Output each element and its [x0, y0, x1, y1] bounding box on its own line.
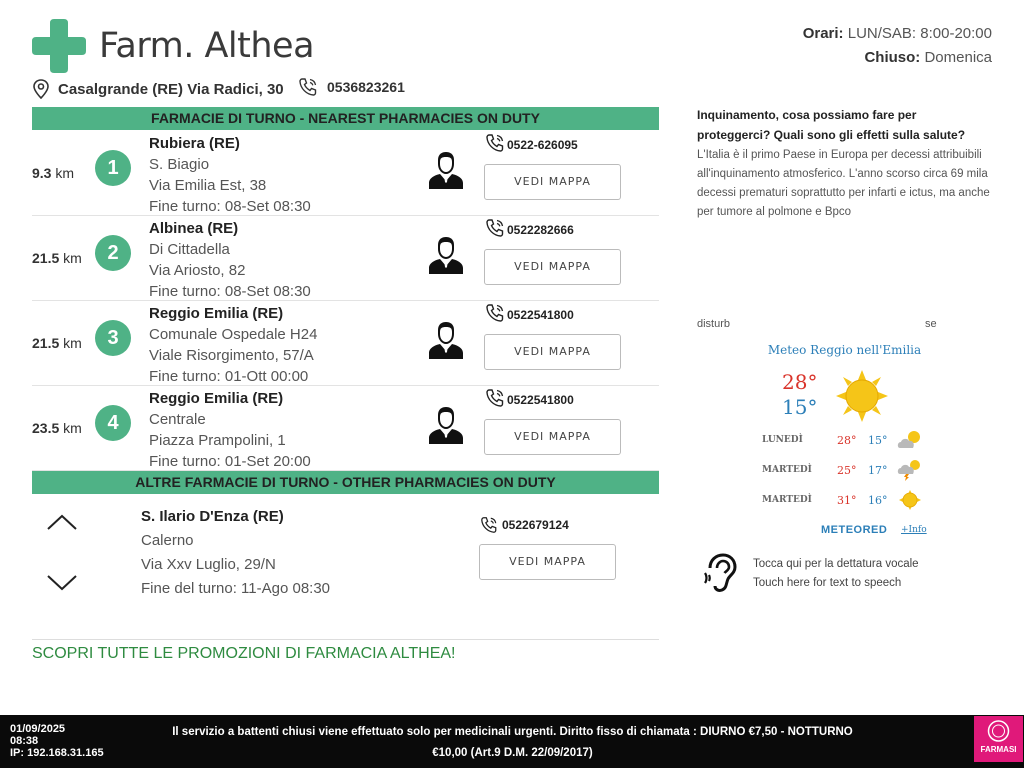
pharmacy-city: Albinea (RE)	[149, 220, 239, 237]
phone-number-text: 0522541800	[507, 308, 574, 322]
forecast-max: 28°	[837, 434, 857, 447]
pharmacy-info	[149, 388, 311, 472]
pharmacy-name: Farm. Althea	[99, 26, 315, 66]
pharmacy-name-text: Di Cittadella	[149, 241, 230, 258]
pharmacy-name-text: S. Biagio	[149, 156, 210, 173]
distance-value: 9.3	[32, 165, 52, 181]
tts-line-english: Touch here for text to speech	[753, 577, 902, 589]
pharmacy-row	[32, 216, 659, 301]
closed-value: Domenica	[924, 49, 992, 66]
distance-value: 23.5	[32, 420, 60, 436]
news-ticker-right: se	[925, 318, 937, 330]
pharmacy-city: Reggio Emilia (RE)	[149, 390, 284, 407]
hours-label: Orari:	[802, 25, 844, 42]
phone-number-text: 0522282666	[507, 223, 574, 237]
scroll-up-arrow-icon[interactable]	[46, 512, 78, 532]
farmasi-badge-text: FARMASI	[980, 745, 1017, 754]
news-headline: Inquinamento, cosa possiamo fare per proteggerci? Quali sono gli effetti sulla salute?	[697, 108, 966, 142]
weather-title[interactable]: Meteo Reggio nell'Emilia	[767, 343, 922, 357]
health-news	[697, 106, 992, 222]
forecast-max: 31°	[837, 494, 857, 507]
pharmacy-street: Via Ariosto, 82	[149, 262, 246, 279]
pharmacy-street: Via Emilia Est, 38	[149, 177, 267, 194]
forecast-day: MARTEDÌ	[762, 495, 812, 505]
forecast-day: MARTEDÌ	[762, 465, 812, 475]
pharmacy-info	[149, 218, 311, 302]
footer-time: 08:38	[10, 735, 39, 747]
footer	[0, 715, 1024, 768]
footer-status	[10, 723, 104, 759]
pharmacy-phone-number	[485, 307, 574, 323]
phone-number-text: 0522541800	[507, 393, 574, 407]
pharmacist-icon	[428, 151, 464, 189]
location-pin-icon	[32, 79, 50, 99]
pharmacy-shift-end: Fine turno: 08-Set 08:30	[149, 198, 311, 215]
footer-date: 01/09/2025	[10, 723, 66, 735]
other-pharmacy-city: S. Ilario D'Enza (RE)	[141, 508, 284, 525]
distance-unit: km	[55, 165, 75, 181]
scroll-down-arrow-icon[interactable]	[46, 573, 78, 593]
pharmacist-icon	[428, 406, 464, 444]
pharmacist-icon	[428, 236, 464, 274]
text-to-speech-prompt[interactable]	[753, 555, 919, 593]
forecast-min: 15°	[868, 434, 888, 447]
meteored-logo[interactable]: METEORED	[821, 524, 888, 536]
distance	[32, 420, 82, 436]
other-pharmacy-name: Calerno	[141, 532, 194, 549]
pharmacy-info	[149, 303, 317, 387]
today-min-temp: 15°	[782, 395, 818, 419]
pharmacy-row	[32, 386, 659, 471]
other-pharmacies-header: ALTRE FARMACIE DI TURNO - OTHER PHARMACIES ON DUTY	[32, 471, 659, 494]
pharmacy-cross-logo	[32, 19, 86, 73]
other-pharmacy-street: Via Xxv Luglio, 29/N	[141, 556, 276, 573]
ear-icon[interactable]	[703, 553, 741, 593]
sun-icon	[836, 370, 888, 422]
pharmacy-shift-end: Fine turno: 08-Set 08:30	[149, 283, 311, 300]
view-map-button[interactable]: VEDI MAPPA	[484, 249, 621, 285]
view-map-button[interactable]: VEDI MAPPA	[484, 164, 621, 200]
pharmacy-name-text: Centrale	[149, 411, 206, 428]
news-ticker-left: disturb	[697, 318, 731, 330]
distance-unit: km	[63, 335, 82, 351]
news-body: L'Italia è il primo Paese in Europa per decessi attribuibili all'inquinamento atmosferico. L'anno scorso circa 69 mila decessi prematuri soprattutto per infarti e ictus, ma anche per tumore al polmone e Bpco	[697, 149, 990, 218]
view-map-button[interactable]: VEDI MAPPA	[484, 419, 621, 455]
farmasi-badge	[974, 716, 1023, 762]
rank-badge: 3	[95, 320, 131, 356]
address-text: Casalgrande (RE) Via Radici, 30	[58, 80, 284, 98]
rank-badge: 4	[95, 405, 131, 441]
pharmacy-street: Piazza Prampolini, 1	[149, 432, 286, 449]
closed-label: Chiuso:	[864, 49, 921, 66]
pharmacy-phone-number	[485, 137, 578, 153]
notice-line-1: Il servizio a battenti chiusi viene effettuato solo per medicinali urgenti. Diritto fisso di chiamata : DIURNO €7,50 - NOTTURNO	[172, 726, 853, 738]
notice-line-2: €10,00 (Art.9 D.M. 22/09/2017)	[432, 747, 593, 759]
rank-badge: 1	[95, 150, 131, 186]
distance-unit: km	[63, 420, 82, 436]
other-pharmacy-phone-text: 0522679124	[502, 518, 569, 532]
distance-value: 21.5	[32, 335, 60, 351]
phone-number-text: 0522-626095	[507, 138, 578, 152]
pharmacist-icon	[428, 321, 464, 359]
tts-line-italian: Tocca qui per la dettatura vocale	[753, 558, 919, 570]
pharmacy-phone-number	[485, 222, 574, 238]
distance-value: 21.5	[32, 250, 60, 266]
sun-cloud-icon	[897, 429, 923, 451]
phone-icon	[298, 77, 318, 97]
footer-ip: IP: 192.168.31.165	[10, 747, 104, 759]
distance	[32, 335, 82, 351]
distance-unit: km	[63, 250, 82, 266]
storm-icon	[897, 459, 923, 481]
nearest-pharmacies-header: FARMACIE DI TURNO - NEAREST PHARMACIES ON DUTY	[32, 107, 659, 130]
pharmacy-info	[149, 133, 311, 217]
forecast-min: 17°	[868, 464, 888, 477]
pharmacy-phone-number	[485, 392, 574, 408]
forecast-day: LUNEDÌ	[762, 435, 803, 445]
sun-icon	[897, 489, 923, 511]
pharmacy-name-text: Comunale Ospedale H24	[149, 326, 318, 343]
today-max-temp: 28°	[782, 370, 818, 394]
view-map-button[interactable]: VEDI MAPPA	[484, 334, 621, 370]
pharmacy-street: Viale Risorgimento, 57/A	[149, 347, 314, 364]
promotions-link[interactable]: SCOPRI TUTTE LE PROMOZIONI DI FARMACIA ALTHEA!	[32, 645, 456, 662]
pharmacy-city: Rubiera (RE)	[149, 135, 240, 152]
pharmacy-city: Reggio Emilia (RE)	[149, 305, 284, 322]
pharmacy-row	[32, 131, 659, 216]
pharmacy-phone	[298, 77, 405, 97]
distance	[32, 250, 82, 266]
pharmacy-address	[32, 79, 284, 99]
rank-badge: 2	[95, 235, 131, 271]
divider	[32, 639, 659, 640]
after-hours-notice	[150, 722, 875, 764]
other-pharmacy-info	[141, 505, 330, 601]
pharmacy-shift-end: Fine turno: 01-Set 20:00	[149, 453, 311, 470]
phone-text: 0536823261	[327, 79, 405, 95]
pharmacy-row	[32, 301, 659, 386]
hours-value: LUN/SAB: 8:00-20:00	[847, 25, 992, 42]
phone-icon	[485, 388, 505, 408]
weather-more-info-link[interactable]: +Info	[901, 525, 927, 535]
other-pharmacy-phone	[480, 516, 569, 534]
forecast-min: 16°	[868, 494, 888, 507]
distance	[32, 165, 74, 181]
forecast-max: 25°	[837, 464, 857, 477]
farmasi-emblem-icon	[974, 716, 1023, 762]
phone-icon	[485, 133, 505, 153]
opening-hours	[803, 22, 992, 70]
phone-icon	[480, 516, 498, 534]
phone-icon	[485, 218, 505, 238]
phone-icon	[485, 303, 505, 323]
other-pharmacy-map-button[interactable]: VEDI MAPPA	[479, 544, 616, 580]
pharmacy-shift-end: Fine turno: 01-Ott 00:00	[149, 368, 309, 385]
other-pharmacy-shift-end: Fine del turno: 11-Ago 08:30	[141, 580, 331, 597]
